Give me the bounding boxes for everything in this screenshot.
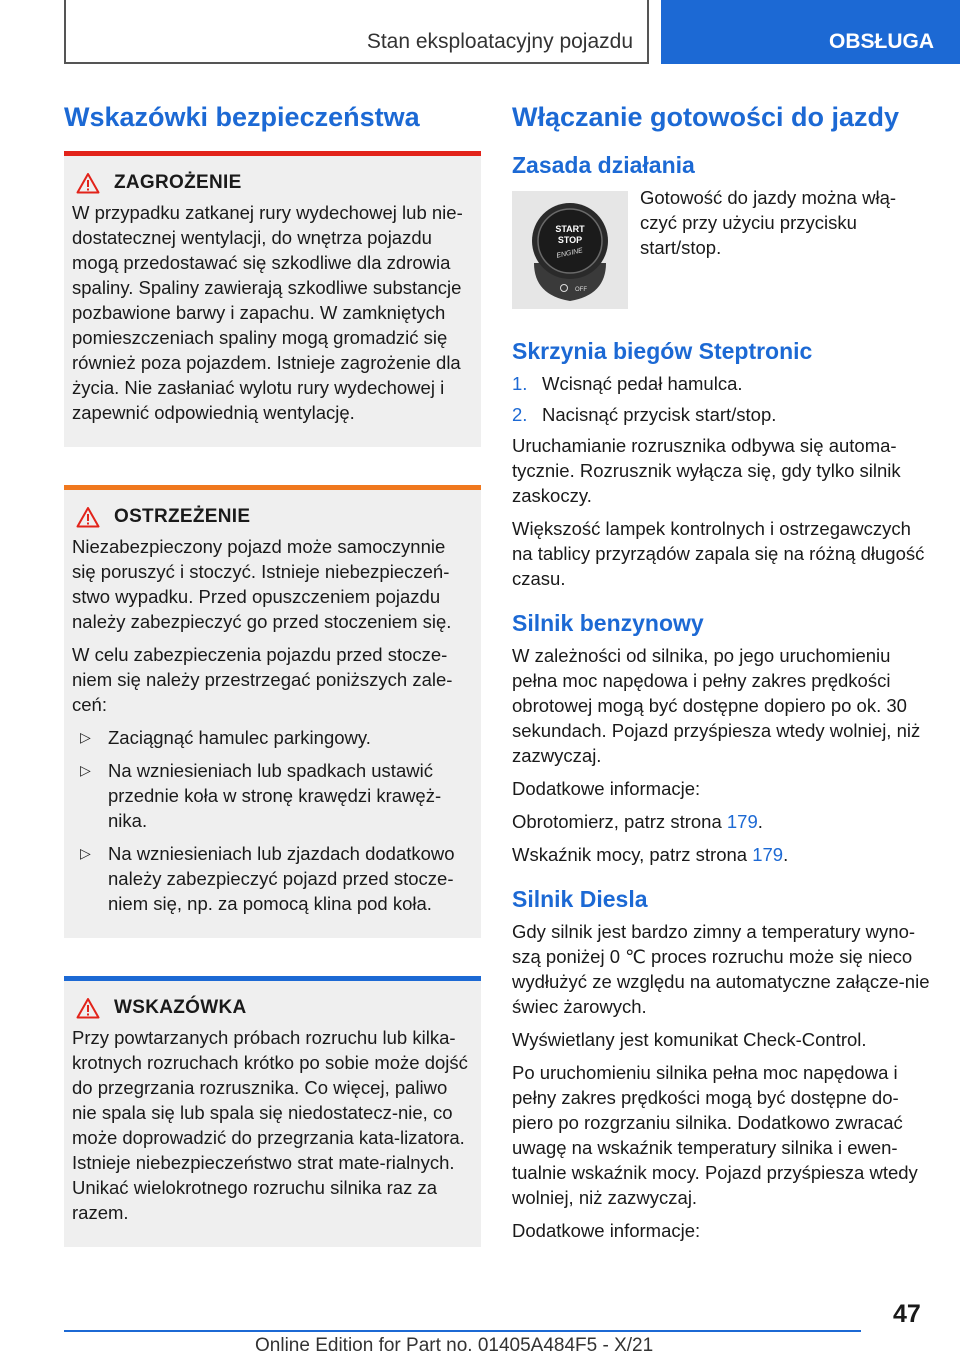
bullet-triangle-icon: ▷ <box>80 729 91 746</box>
list-item: ▷ Zaciągnąć hamulec parkingowy. <box>80 727 371 749</box>
principle-intro <box>512 186 932 309</box>
principle-text: Gotowość do jazdy można włą-czyć przy użyciu przycisku start/stop. <box>640 186 897 258</box>
warning-triangle-icon <box>76 506 100 528</box>
tachometer-reference: Obrotomierz, patrz strona 179. <box>512 810 763 832</box>
diesel-text-3: Po uruchomieniu silnika pełna moc napędowa i pełny zakres prędkości mogą być dostępne do-piero po rozgrzaniu silnika. Dodatkowo zwracać uwagę na wskaźnik temperatury silnika i ewen-tualnie wskaźnik mocy. Pojazd przyśpiesza wtedy wolniej, niż zazwyczaj. <box>512 1061 918 1208</box>
power-meter-reference: Wskaźnik mocy, patrz strona 179. <box>512 843 789 865</box>
principle-heading: Zasada działania <box>512 152 695 179</box>
page-number: 47 <box>893 1300 921 1328</box>
warning-text-2: W celu zabezpieczenia pojazdu przed stocze-niem się należy przestrzegać poniższych zale-ceń: <box>72 644 453 716</box>
note-title-text: WSKAZÓWKA <box>114 997 247 1019</box>
petrol-heading: Silnik benzynowy <box>512 609 704 636</box>
warning-triangle-icon <box>76 172 100 194</box>
petrol-text: W zależności od silnika, po jego uruchomieniu pełna moc napędowa i pełny zakres prędkości obrotowej mogą być dostępne dopiero po ok. 30 sekundach. Pojazd przyśpiesza wtedy wolniej, niż zazwyczaj. <box>512 644 921 766</box>
danger-title-text: ZAGROŻENIE <box>114 172 242 194</box>
steptronic-text-2: Większość lampek kontrolnych i ostrzegawczych na tablicy przyrządów zapala się na różną długość czasu. <box>512 517 925 589</box>
stop-label: STOP <box>557 234 583 245</box>
warning-title <box>72 490 473 534</box>
warning-title-text: OSTRZEŻENIE <box>114 506 251 528</box>
petrol-more-info: Dodatkowe informacje: <box>512 777 701 799</box>
page-link[interactable]: 179 <box>752 843 784 865</box>
bullet-triangle-icon: ▷ <box>80 845 91 862</box>
right-column <box>512 100 932 1251</box>
steptronic-text-1: Uruchamianie rozrusznika odbywa się automa-tycznie. Rozrusznik wyłącza się, gdy tylko silnik zaskoczy. <box>512 434 901 506</box>
chapter-tab[interactable] <box>661 0 960 64</box>
footer-divider <box>64 1330 861 1332</box>
diesel-text-2: Wyświetlany jest komunikat Check-Control. <box>512 1028 867 1050</box>
steptronic-steps <box>512 371 932 427</box>
header-frame <box>64 0 649 64</box>
section-title: Stan eksploatacyjny pojazdu <box>366 30 633 53</box>
list-item: ▷ Na wzniesieniach lub zjazdach dodatkowo należy zabezpieczyć pojazd przed stocze-niem się, np. za pomocą klina pod koła. <box>80 843 455 915</box>
diesel-more-info: Dodatkowe informacje: <box>512 1219 701 1241</box>
diesel-heading: Silnik Diesla <box>512 885 648 912</box>
safety-heading: Wskazówki bezpieczeństwa <box>64 102 420 132</box>
engine-label: ENGINE <box>555 247 584 260</box>
page-link[interactable]: 179 <box>726 810 758 832</box>
note-text: Przy powtarzanych próbach rozruchu lub kilka-krotnych rozruchach krótko po sobie może dojść do przegrzania rozrusznika. Co więcej, paliwo nie spala się lub spala się niedostatecz-nie, co może doprowadzić do przegrzania kata-lizatora. Istnieje niebezpieczeństwo strat mate-rialnych. Unikać wielokrotnego rozruchu silnika raz za razem. <box>72 1027 468 1224</box>
footer-edition: Online Edition for Part no. 01405A484F5 - X/21 <box>255 1335 654 1356</box>
off-label: OFF <box>575 286 587 293</box>
list-item: 1. Wcisnąć pedał hamulca. <box>512 372 743 394</box>
start-stop-button-icon <box>512 191 628 309</box>
left-column <box>64 100 481 1247</box>
danger-title <box>72 156 473 200</box>
start-label: START <box>555 223 585 234</box>
list-item: ▷ Na wzniesieniach lub spadkach ustawić przednie koła w stronę krawędzi krawęż-nika. <box>80 760 442 832</box>
note-box <box>64 976 481 1247</box>
chapter-tab-label: OBSŁUGA <box>829 30 934 53</box>
note-title <box>72 981 473 1025</box>
warning-text-1: Niezabezpieczony pojazd może samoczynnie się poruszyć i stoczyć. Istnieje niebezpieczeń-stwo wypadku. Przed opuszczeniem pojazdu należy zabezpieczyć go przed stoczeniem się. <box>72 536 452 633</box>
bullet-triangle-icon: ▷ <box>80 762 91 779</box>
diesel-text-1: Gdy silnik jest bardzo zimny a temperatury wyno-szą poniżej 0 ℃ proces rozruchu może się nieco wydłużyć ze względu na automatyczne załącze-nie świec żarowych. <box>512 920 930 1017</box>
steptronic-heading: Skrzynia biegów Steptronic <box>512 337 813 364</box>
danger-text: W przypadku zatkanej rury wydechowej lub nie-dostatecznej wentylacji, do wnętrza pojazdu mogą przedostawać się szkodliwe dla zdrowia spaliny. Spaliny zawierają szkodliwe substancje pozbawione barwy i zapachu. W zamkniętych pomieszczeniach spaliny mogą gromadzić się również poza pojazdem. Istnieje zagrożenie dla życia. Nie zasłaniać wylotu rury wydechowej i zapewnić odpowiednią wentylację. <box>72 202 463 424</box>
list-item: 2. Nacisnąć przycisk start/stop. <box>512 403 777 425</box>
warning-box <box>64 485 481 938</box>
danger-box <box>64 151 481 447</box>
warning-bullet-list <box>72 725 473 916</box>
drive-readiness-heading: Włączanie gotowości do jazdy <box>512 102 900 132</box>
warning-triangle-icon <box>76 997 100 1019</box>
start-stop-button-image <box>512 191 628 309</box>
